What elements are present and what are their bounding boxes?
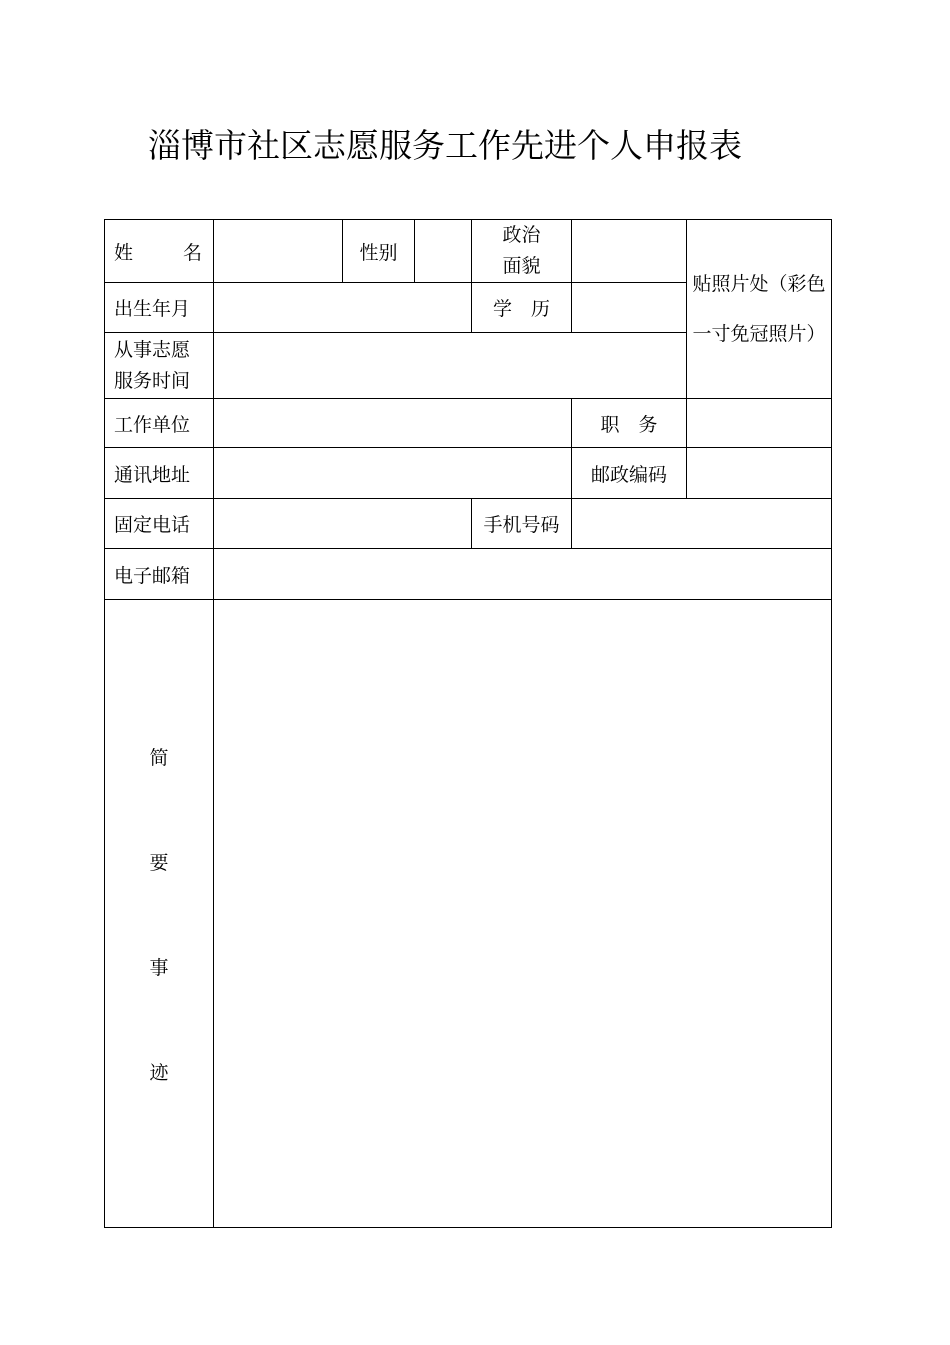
- political-status-label: 政治 面貌: [472, 220, 572, 283]
- work-unit-label: 工作单位: [105, 399, 214, 448]
- email-field[interactable]: [214, 549, 832, 600]
- landline-field[interactable]: [214, 499, 472, 549]
- education-label: 学 历: [472, 283, 572, 333]
- service-time-field[interactable]: [214, 333, 687, 399]
- education-field[interactable]: [572, 283, 687, 333]
- gender-label: 性别: [343, 220, 415, 283]
- landline-label: 固定电话: [105, 499, 214, 549]
- position-label: 职 务: [572, 399, 687, 448]
- address-label: 通讯地址: [105, 448, 214, 499]
- name-field[interactable]: [214, 220, 343, 283]
- postcode-field[interactable]: [687, 448, 832, 499]
- birth-date-label: 出生年月: [105, 283, 214, 333]
- page-title: 淄博市社区志愿服务工作先进个人申报表: [148, 126, 742, 165]
- mobile-label: 手机号码: [472, 499, 572, 549]
- deeds-label: 简 要 事 迹: [105, 600, 214, 1228]
- deeds-field[interactable]: [214, 600, 832, 1228]
- mobile-field[interactable]: [572, 499, 832, 549]
- service-time-label: 从事志愿 服务时间: [105, 333, 214, 399]
- photo-placeholder[interactable]: 贴照片处（彩色一寸免冠照片）: [687, 220, 832, 399]
- work-unit-field[interactable]: [214, 399, 572, 448]
- political-status-field[interactable]: [572, 220, 687, 283]
- application-form: [104, 219, 832, 1228]
- postcode-label: 邮政编码: [572, 448, 687, 499]
- address-field[interactable]: [214, 448, 572, 499]
- birth-date-field[interactable]: [214, 283, 472, 333]
- position-field[interactable]: [687, 399, 832, 448]
- name-label: 姓 名: [105, 220, 214, 283]
- gender-field[interactable]: [415, 220, 472, 283]
- email-label: 电子邮箱: [105, 549, 214, 600]
